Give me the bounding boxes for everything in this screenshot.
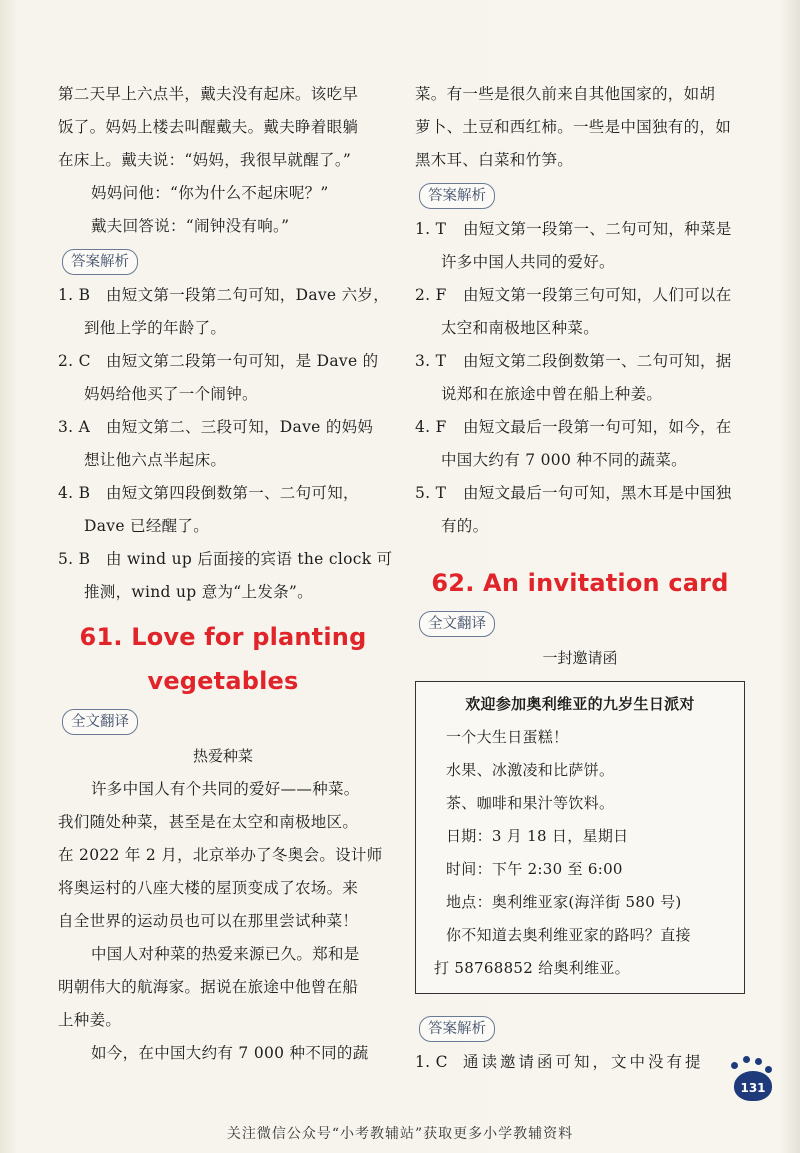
footer-note: 关注微信公众号“小考教辅站”获取更多小学教辅资料: [226, 1126, 574, 1142]
answer-text: 说郑和在旅途中曾在船上种姜。: [441, 385, 663, 403]
dialogue-line: 妈妈问他：“你为什么不起床呢？”: [91, 184, 329, 202]
invitation-card-box: [415, 681, 745, 994]
answer-text: 有的。: [441, 517, 489, 535]
paragraph-line: 我们随处种菜，甚至是在太空和南极地区。: [58, 813, 359, 831]
answer-number: 1. B: [58, 286, 91, 304]
answer-text: 到他上学的年龄了。: [84, 319, 227, 337]
full-translation-badge: 全文翻译: [419, 611, 495, 637]
right-column: [415, 78, 745, 1079]
answer-analysis-badge: 答案解析: [419, 1016, 495, 1042]
paragraph-line: 自全世界的运动员也可以在那里尝试种菜！: [58, 912, 359, 930]
answer-item: [415, 213, 745, 279]
story-line: 饭了。妈妈上楼去叫醒戴夫。戴夫睁着眼躺: [58, 118, 359, 136]
paw-toe-icon: [765, 1066, 772, 1073]
answer-number: 5. T: [415, 484, 447, 502]
answer-number: 3. A: [58, 418, 91, 436]
answer-text: 由短文第二、三段可知，Dave 的妈妈: [106, 418, 374, 436]
left-column: [58, 78, 393, 1070]
answer-item: [415, 345, 745, 411]
paragraph-line: 明朝伟大的航海家。据说在旅途中他曾在船: [58, 978, 359, 996]
answer-item: [58, 477, 388, 543]
paragraph-line: 菜。有一些是很久前来自其他国家的，如胡: [415, 85, 716, 103]
card-line: 时间：下午 2:30 至 6:00: [446, 860, 623, 878]
card-title: 一封邀请函: [542, 649, 618, 667]
section-title-61-line1: 61. Love for planting: [79, 623, 367, 651]
paragraph-line: 将奥运村的八座大楼的屋顶变成了农场。来: [58, 879, 359, 897]
answer-number: 5. B: [58, 550, 91, 568]
answer-text: 由短文最后一段第一句可知，如今，在: [463, 418, 732, 436]
answer-text: 由短文第二段倒数第一、二句可知，据: [463, 352, 732, 370]
answer-item: [415, 477, 745, 543]
answer-text: 中国大约有 7 000 种不同的蔬菜。: [441, 451, 687, 469]
card-line: 你不知道去奥利维亚家的路吗？直接: [446, 926, 691, 944]
answer-item: [58, 411, 388, 477]
paragraph-line: 许多中国人有个共同的爱好——种菜。: [91, 780, 360, 798]
section-title-62: 62. An invitation card: [431, 569, 729, 597]
story-line: 第二天早上六点半，戴夫没有起床。该吃早: [58, 85, 359, 103]
paw-toe-icon: [731, 1062, 738, 1069]
answer-analysis-badge: 答案解析: [419, 183, 495, 209]
answer-text: 太空和南极地区种菜。: [441, 319, 600, 337]
answer-number: 2. F: [415, 286, 447, 304]
story-line: 在床上。戴夫说：“妈妈，我很早就醒了。”: [58, 151, 352, 169]
page-number: 131: [734, 1071, 772, 1101]
answer-text: Dave 已经醒了。: [84, 517, 210, 535]
answer-text: 推测，wind up 意为“上发条”。: [84, 583, 313, 601]
answer-item: [415, 411, 745, 477]
answer-number: 4. F: [415, 418, 447, 436]
answer-number: 4. B: [58, 484, 91, 502]
answer-item: [58, 279, 388, 345]
answer-number: 3. T: [415, 352, 447, 370]
answer-item: [58, 345, 388, 411]
answer-number: 1. T: [415, 220, 447, 238]
paragraph-line: 如今，在中国大约有 7 000 种不同的蔬: [91, 1044, 369, 1062]
answer-number: 1. C: [415, 1053, 448, 1071]
card-line: 水果、冰激凌和比萨饼。: [446, 761, 615, 779]
answer-text: 由短文最后一句可知，黑木耳是中国独: [463, 484, 732, 502]
full-translation-badge: 全文翻译: [62, 709, 138, 735]
paw-toe-icon: [743, 1056, 750, 1063]
answer-item: [415, 1046, 745, 1079]
answer-item: [415, 279, 745, 345]
card-line: 地点：奥利维亚家(海洋街 580 号): [446, 893, 682, 911]
paw-toe-icon: [755, 1058, 762, 1065]
paragraph-line: 上种姜。: [58, 1011, 122, 1029]
card-line: 日期：3 月 18 日，星期日: [446, 827, 629, 845]
answer-number: 2. C: [58, 352, 91, 370]
answer-text: 由短文第一段第三句可知，人们可以在: [463, 286, 732, 304]
answer-text: 妈妈给他买了一个闹钟。: [84, 385, 258, 403]
answer-text: 由短文第一段第一、二句可知，种菜是: [463, 220, 732, 238]
card-line: 茶、咖啡和果汁等饮料。: [446, 794, 615, 812]
dialogue-line: 戴夫回答说：“闹钟没有响。”: [91, 217, 290, 235]
translation-title: 热爱种菜: [192, 747, 253, 765]
answer-text: 想让他六点半起床。: [84, 451, 227, 469]
answer-text: 许多中国人共同的爱好。: [441, 253, 615, 271]
section-title-61-line2: vegetables: [147, 667, 299, 695]
answer-text: 由短文第四段倒数第一、二句可知，: [106, 484, 359, 502]
paragraph-line: 黑木耳、白菜和竹笋。: [415, 151, 574, 169]
card-line: 一个大生日蛋糕！: [446, 728, 569, 746]
paragraph-line: 萝卜、土豆和西红柿。一些是中国独有的，如: [415, 118, 732, 136]
card-line: 打 58768852 给奥利维亚。: [434, 959, 630, 977]
answer-text: 由短文第二段第一句可知，是 Dave 的: [106, 352, 379, 370]
answer-item: [58, 543, 393, 609]
answer-text: 由 wind up 后面接的宾语 the clock 可: [106, 550, 393, 568]
answer-analysis-badge: 答案解析: [62, 249, 138, 275]
answer-text: 由短文第一段第二句可知，Dave 六岁，: [106, 286, 390, 304]
answer-text: 通读邀请函可知，文中没有提: [463, 1053, 704, 1071]
card-heading: 欢迎参加奥利维亚的九岁生日派对: [465, 695, 695, 713]
paragraph-line: 中国人对种菜的热爱来源已久。郑和是: [91, 945, 360, 963]
paragraph-line: 在 2022 年 2 月，北京举办了冬奥会。设计师: [58, 846, 383, 864]
